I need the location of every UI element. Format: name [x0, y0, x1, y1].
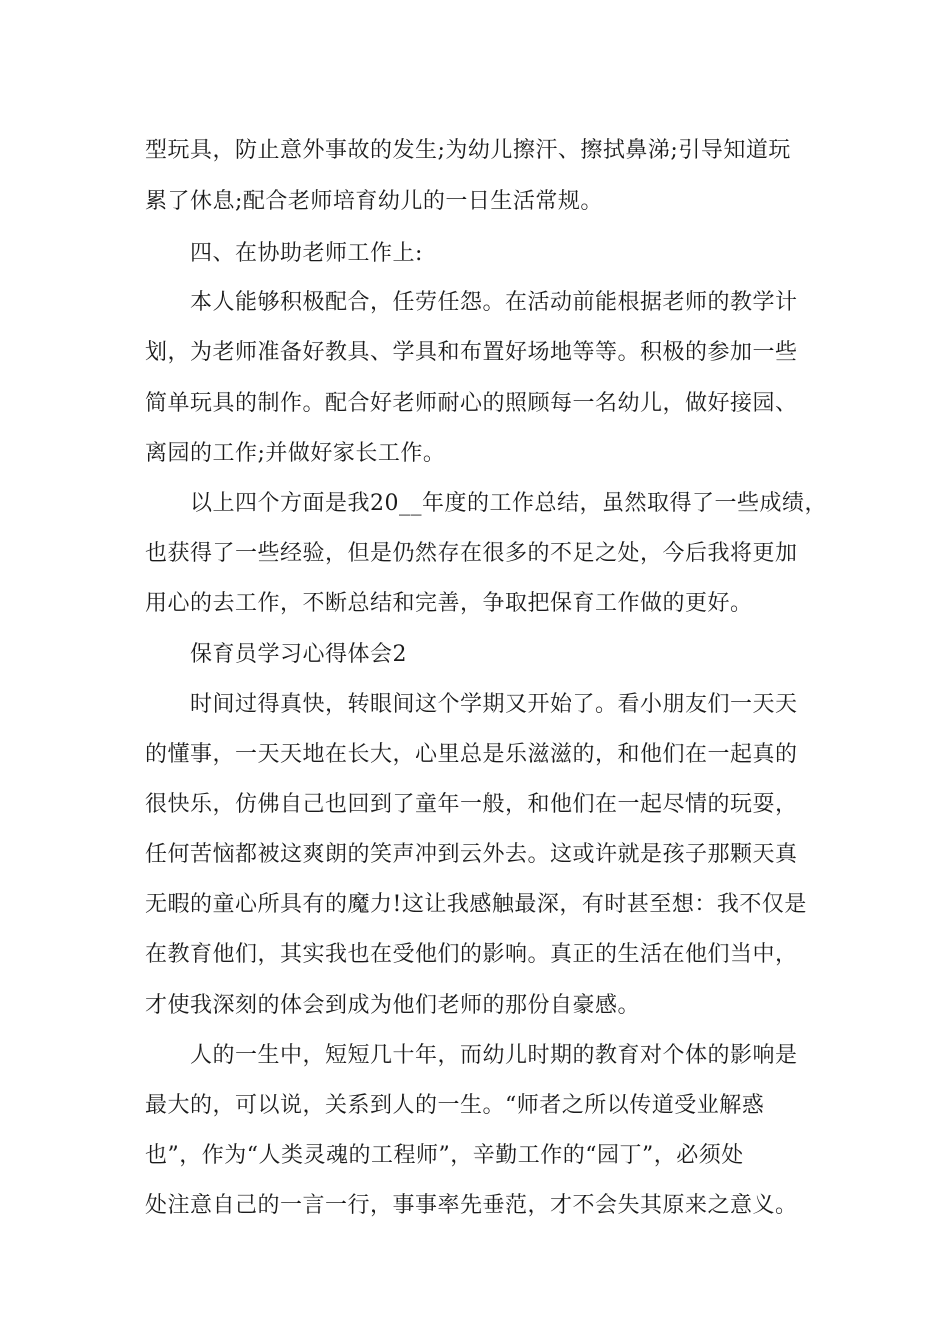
text-line: 累了休息;配合老师培育幼儿的一日生活常规。 [145, 189, 603, 214]
text-line: 处注意自己的一言一行，事事率先垂范，才不会失其原来之意义。 [145, 1193, 798, 1218]
text-line: 简单玩具的制作。配合好老师耐心的照顾每一名幼儿，做好接园、 [145, 391, 798, 416]
text-line: 以上四个方面是我20__年度的工作总结，虽然取得了一些成绩， [190, 491, 827, 516]
text-line: 无暇的童心所具有的魔力!这让我感触最深，有时甚至想：我不仅是 [145, 892, 807, 917]
text-line: 用心的去工作，不断总结和完善，争取把保育工作做的更好。 [145, 591, 753, 616]
section-title: 保育员学习心得体会2 [190, 642, 407, 667]
text-line: 在教育他们，其实我也在受他们的影响。真正的生活在他们当中， [145, 942, 798, 967]
text-line: 也获得了一些经验，但是仍然存在很多的不足之处，今后我将更加 [145, 541, 798, 566]
text-line: 才使我深刻的体会到成为他们老师的那份自豪感。 [145, 993, 641, 1018]
text-line: 本人能够积极配合，任劳任怨。在活动前能根据老师的教学计 [190, 290, 798, 315]
text-line: 型玩具，防止意外事故的发生;为幼儿擦汗、擦拭鼻涕;引导知道玩 [145, 138, 791, 163]
text-line: 时间过得真快，转眼间这个学期又开始了。看小朋友们一天天 [190, 692, 798, 717]
text-line: 也”，作为“人类灵魂的工程师”，辛勤工作的“园丁”，必须处 [145, 1143, 744, 1168]
text-line: 的懂事，一天天地在长大，心里总是乐滋滋的，和他们在一起真的 [145, 742, 798, 767]
section-heading: 四、在协助老师工作上: [190, 241, 423, 266]
text-line: 离园的工作;并做好家长工作。 [145, 441, 446, 466]
text-line: 人的一生中，短短几十年，而幼儿时期的教育对个体的影响是 [190, 1043, 798, 1068]
text-line: 任何苦恼都被这爽朗的笑声冲到云外去。这或许就是孩子那颗天真 [145, 842, 798, 867]
text-line: 最大的，可以说，关系到人的一生。“师者之所以传道受业解惑 [145, 1093, 765, 1118]
text-line: 很快乐，仿佛自己也回到了童年一般，和他们在一起尽情的玩耍， [145, 792, 798, 817]
text-line: 划，为老师准备好教具、学具和布置好场地等等。积极的参加一些 [145, 340, 798, 365]
